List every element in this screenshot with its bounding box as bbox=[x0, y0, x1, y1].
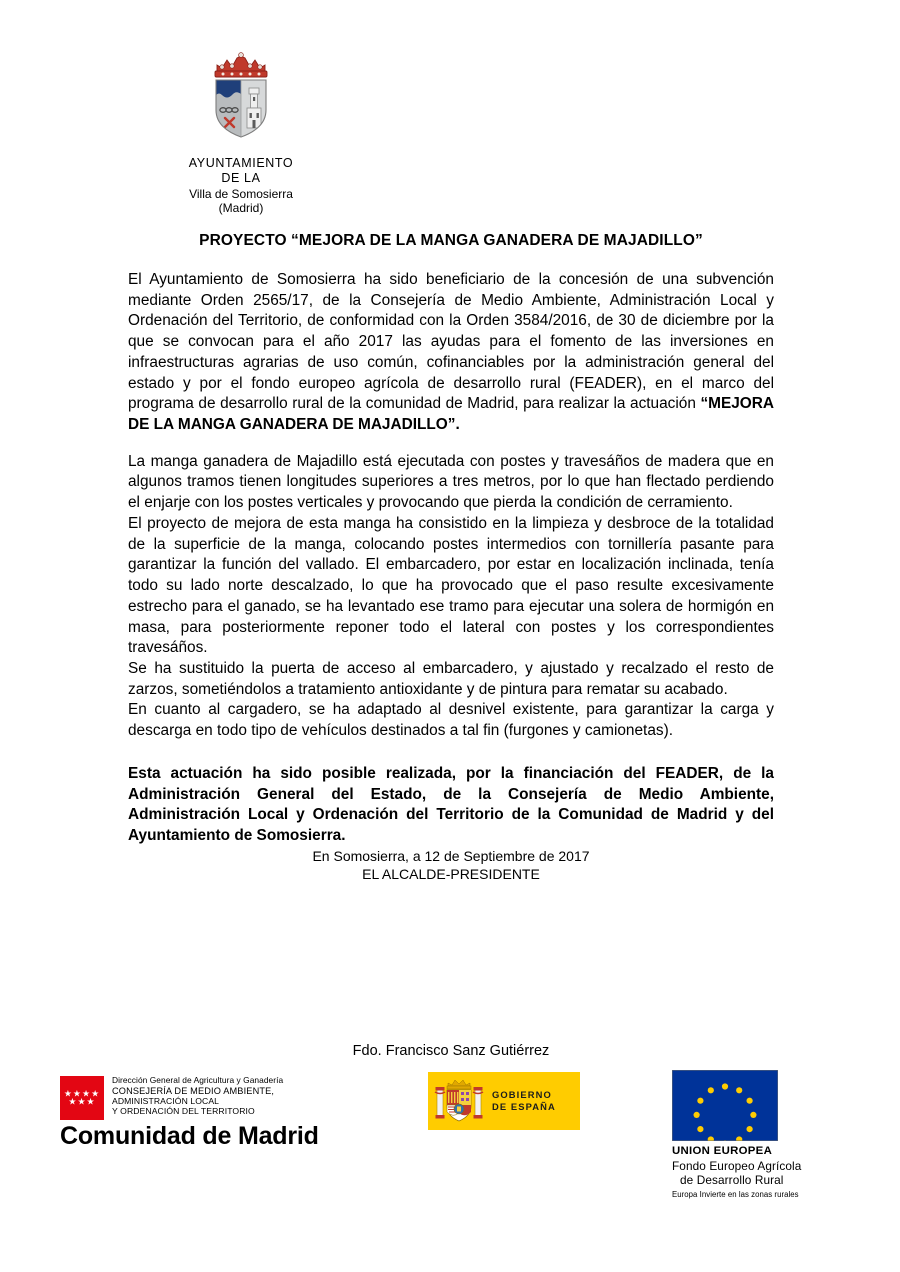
cm-line-1: Dirección General de Agricultura y Ganadería bbox=[112, 1075, 284, 1085]
letterhead-line-2: DE LA bbox=[221, 171, 261, 186]
logo-comunidad-de-madrid bbox=[60, 1074, 320, 1151]
eu-text-block bbox=[672, 1145, 852, 1199]
spain-coat-of-arms-icon bbox=[434, 1078, 484, 1124]
paragraph-financiacion: Esta actuación ha sido posible realizada, por la financiación del FEADER, de la Administración General del Estado, de la Consejería de Medio Ambiente, Administración Local y Ordenación del Territorio de la Comunidad de Madrid y del Ayuntamiento de Somosierra. bbox=[128, 764, 774, 844]
madrid-stars-bottom: ★★★ bbox=[68, 1096, 96, 1106]
eu-line-2: Fondo Europeo Agrícola bbox=[672, 1158, 802, 1173]
letterhead-line-3: Villa de Somosierra bbox=[189, 186, 293, 201]
letterhead-line-4: (Madrid) bbox=[218, 201, 264, 216]
gobierno-text-block bbox=[492, 1089, 556, 1113]
paragraph-puerta-zarzos: Se ha sustituido la puerta de acceso al embarcadero, y ajustado y recalzado el resto de zarzos, sometiéndolos a tratamiento antioxidante y de pintura para rematar su acabado. bbox=[128, 659, 774, 698]
document-body bbox=[128, 232, 774, 884]
eu-line-1: UNION EUROPEA bbox=[672, 1145, 773, 1157]
madrid-stars-top: ★★★★ bbox=[63, 1088, 101, 1099]
cm-text-block bbox=[112, 1074, 283, 1116]
signatory-role: EL ALCALDE-PRESIDENTE bbox=[362, 866, 540, 883]
logo-gobierno-de-espana bbox=[428, 1072, 580, 1130]
paragraph-estado-actual: La manga ganadera de Majadillo está ejecutada con postes y travesáños de madera que en algunos tramos tienen longitudes superiores a tres metros, por lo que han flectado perdiendo el enjarje con los postes verticales y provocando que pierda la condición de cerramiento. bbox=[128, 452, 774, 512]
letterhead-text bbox=[116, 156, 366, 216]
cm-line-4: Y ORDENACIÓN DEL TERRITORIO bbox=[112, 1106, 255, 1116]
eu-flag-icon bbox=[672, 1070, 778, 1141]
madrid-stars-glyphs bbox=[60, 1090, 104, 1105]
cm-wordmark: Comunidad de Madrid bbox=[60, 1122, 319, 1150]
signatory-name: Fdo. Francisco Sanz Gutiérrez bbox=[352, 1043, 550, 1059]
paragraph-actuaciones: El proyecto de mejora de esta manga ha consistido en la limpieza y desbroce de la totalidad de la superficie de la manga, colocando postes intermedios con tornillería pasante para garantizar la función del vallado. El embarcadero, por estar en localización inclinada, tenía todo su lado norte descalzado, lo que ha provocado que el paso resulte excesivamente estrecho para el ganado, se ha levantado ese tramo para ejecutar una solera de hormigón en masa, para posteriormente reponer todo el lateral con postes y los correspondientes travesáños. bbox=[128, 514, 774, 657]
cm-line-2: CONSEJERÍA DE MEDIO AMBIENTE, bbox=[112, 1086, 275, 1096]
coat-of-arms-icon bbox=[205, 48, 277, 140]
paragraph-subvencion bbox=[128, 270, 774, 436]
crest-wrap bbox=[116, 48, 366, 140]
footer-logos bbox=[0, 1062, 900, 1212]
eu-line-4: Europa Invierte en las zonas rurales bbox=[672, 1189, 799, 1199]
madrid-stars-icon bbox=[60, 1076, 104, 1120]
paragraph-cargadero: En cuanto al cargadero, se ha adaptado al desnivel existente, para garantizar la carga y descarga en todo tipo de vehículos destinados a tal fin (furgones y camionetas). bbox=[128, 701, 774, 740]
paragraph-subvencion-lead: El Ayuntamiento de Somosierra ha sido beneficiario de la concesión de una subvención mediante Orden 2565/17, de la Consejería de Medio Ambiente, Administración Local y Ordenación del Territorio, de conformidad con la Orden 3584/2016, de 30 de diciembre por la que se convocan para el año 2017 las ayudas para el fomento de las inversiones en infraestructuras agrarias de uso común, cofinanciables por la administración general del estado y por el fondo europeo agrícola de desarrollo rural (FEADER), en el marco del programa de desarrollo rural de la comunidad de Madrid, para realizar la actuación bbox=[128, 271, 774, 413]
place-and-date: En Somosierra, a 12 de Septiembre de 2017 bbox=[312, 847, 590, 864]
closing-block bbox=[128, 764, 774, 884]
cm-line-3: ADMINISTRACIÓN LOCAL bbox=[112, 1096, 220, 1106]
gobierno-line-2: DE ESPAÑA bbox=[492, 1101, 556, 1112]
cm-top-row bbox=[60, 1074, 320, 1120]
letterhead-line-1: AYUNTAMIENTO bbox=[188, 156, 294, 170]
logo-union-europea bbox=[672, 1070, 852, 1199]
eu-line-3: de Desarrollo Rural bbox=[680, 1173, 784, 1188]
page-title: PROYECTO “MEJORA DE LA MANGA GANADERA DE MAJADILLO” bbox=[199, 232, 703, 249]
letterhead bbox=[116, 48, 366, 216]
gobierno-line-1: GOBIERNO bbox=[492, 1089, 552, 1101]
paragraph-subvencion-project-name: “MEJORA DE LA MANGA GANADERA DE MAJADILLO”. bbox=[128, 395, 774, 434]
